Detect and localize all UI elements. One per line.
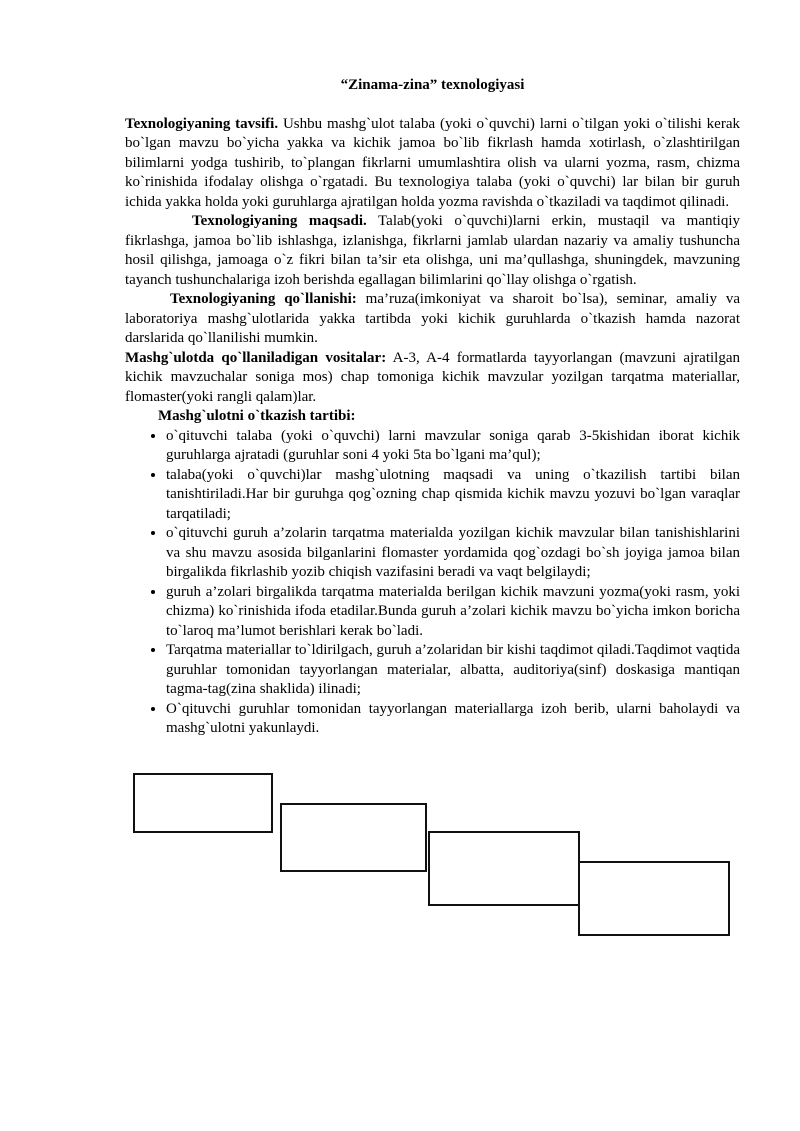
list-item: • O`qituvchi guruhlar tomonidan tayyorlangan materiallarga izoh berib, ularni baholaydi va mashg`ulotni yakunlaydi.: [166, 700, 740, 739]
list-item: • o`qituvchi guruh a’zolarin tarqatma materialda yozilgan kichik mavzular bilan tanishishlarini va shu mavzu asosida bilganlarini flomaster yordamida qog`ozdagi bo`sh joyiga jamoa bilan birgalikda fikrlashib yozib chiqish vazifasini beradi va vaqt belgilaydi;: [166, 524, 740, 583]
list-item: • guruh a’zolari birgalikda tarqatma materialda berilgan kichik mavzuni yozma(yoki rasm, yoki chizma) ko`rinishida ifoda etadilar.Bunda guruh a’zolari kichik mavzu bo`yicha imkon boricha to`laroq ma’lumot berishlari kerak bo`ladi.: [166, 583, 740, 642]
paragraph-lead: Mashg`ulotda qo`llaniladigan vositalar:: [125, 349, 387, 366]
list-item: • o`qituvchi talaba (yoki o`quvchi) larni mavzular soniga qarab 3-5kishidan iborat kichik guruhlarga ajratadi (guruhlar soni 4 yoki 5ta bo`lgani ma’qul);: [166, 427, 740, 466]
staircase-diagram: [125, 773, 740, 953]
list-item: • talaba(yoki o`quvchi)lar mashg`ulotning maqsadi va uning o`tkazilish tartibi bilan tanishtiriladi.Har bir guruhga qog`ozning chap qismida kichik mavzu yozuvi bo`lgan varaqlar tarqatiladi;: [166, 466, 740, 525]
diagram-step-2: [280, 803, 427, 872]
paragraph-vositalar: [125, 349, 740, 408]
list-item: • Tarqatma materiallar to`ldirilgach, guruh a’zolaridan bir kishi taqdimot qiladi.Taqdimot vaqtida guruhlar tomonidan tayyorlangan materialar, albatta, auditoriya(sinf) doskasiga mantiqan tagma-tag(zina shaklida) ilinadi;: [166, 641, 740, 700]
diagram-step-1: [133, 773, 273, 833]
paragraph-lead: Texnologiyaning maqsadi.: [192, 213, 367, 229]
page-title: “Zinama-zina” texnologiyasi: [340, 77, 525, 93]
bullet-list: [125, 427, 740, 739]
paragraph-text: Talab(yoki o`quvchi)larni erkin, mustaqil va mantiqiy fikrlashga, jamoa bo`lib ishlashga, izlanishga, fikrlarni jamlab ulardan nazariy va amaliy tushuncha hosil qilishga, jamoaga o`z fikri bilan ta’sir eta olishga, uni ma’qullashga, shuningdek, mavzuning tayanch tushunchalariga izoh berishda egallagan bilimlarini qo`llay olishga o`rgatish.: [125, 213, 740, 288]
paragraph-tavsifi: [125, 115, 740, 213]
paragraph-lead: Texnologiyaning tavsifi.: [125, 115, 279, 132]
diagram-step-4: [578, 861, 730, 936]
paragraph-text: Ushbu mashg`ulot talaba (yoki o`quvchi) larni o`tilgan yoki o`tilishi kerak bo`lgan mavzu bo`yicha yakka va kichik jamoa bo`lib fikrlash hamda xotirlash, o`zlashtirilgan bilimlarni yodga tushirib, to`plangan fikrlarni umumlashtira olish va ularni yozma, rasm, chizma ko`rinishida ifodalay olishga o`rgatadi. Bu texnologiya talaba (yoki o`quvchi) lar bilan bir guruh ichida yakka holda yoki guruhlarga ajratilgan holda yozma ravishda o`tkaziladi va taqdimot qilinadi.: [125, 115, 740, 210]
paragraph-qollanishi: [125, 290, 740, 349]
paragraph-text: A-3, A-4 formatlarda tayyorlangan (mavzuni ajratilgan kichik mavzuchalar soniga mos) chap tomoniga kichik mavzular yozilgan tarqatma materiallar, flomaster(yoki rangli qalam)lar.: [125, 349, 740, 405]
list-heading: Mashg`ulotni o`tkazish tartibi:: [158, 408, 356, 424]
paragraph-text: ma’ruza(imkoniyat va sharoit bo`lsa), seminar, amaliy va laboratoriya mashg`ulotlarida yakka tartibda yoki kichik guruhlarda o`tkazish hamda nazorat darslarida qo`llanilishi mumkin.: [125, 291, 741, 346]
paragraph-lead: Texnologiyaning qo`llanishi:: [170, 291, 357, 307]
diagram-step-3: [428, 831, 580, 906]
paragraph-maqsadi: [125, 212, 740, 290]
